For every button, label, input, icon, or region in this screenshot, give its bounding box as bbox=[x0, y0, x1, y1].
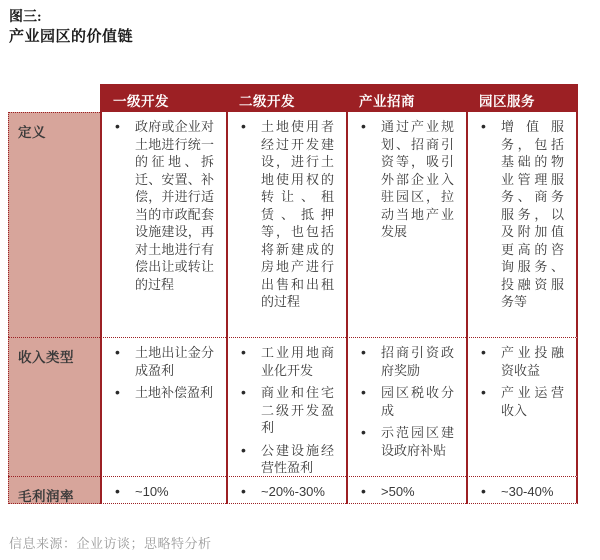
table-cell bbox=[346, 476, 466, 504]
bullet-item: • 土地补偿盈利 bbox=[102, 384, 220, 402]
value-chain-table bbox=[8, 84, 578, 504]
bullet-list bbox=[468, 344, 570, 419]
bullet-item: • 示范园区建设政府补贴 bbox=[348, 424, 460, 459]
figure-header bbox=[9, 8, 133, 47]
bullet-list bbox=[228, 118, 340, 311]
bullet-item: • 工业用地商业化开发 bbox=[228, 344, 340, 379]
column-header-park-services: 园区服务 bbox=[466, 84, 578, 112]
table-cell bbox=[100, 112, 226, 337]
bullet-item: • 招商引资政府奖励 bbox=[348, 344, 460, 379]
table-corner-spacer bbox=[8, 84, 100, 112]
bullet-list bbox=[348, 118, 460, 241]
row-label: 收入类型 bbox=[8, 337, 100, 476]
bullet-item: • 土地使用者经过开发建设，进行土地使用权的转让、租赁、抵押等，也包括将新建成的房地产进行出售和出租的过程 bbox=[228, 118, 340, 311]
column-header-primary-development: 一级开发 bbox=[100, 84, 226, 112]
bullet-list bbox=[102, 344, 220, 402]
bullet-list bbox=[468, 118, 570, 311]
table-cell bbox=[100, 476, 226, 504]
bullet-list bbox=[348, 483, 460, 501]
bullet-item: • 园区税收分成 bbox=[348, 384, 460, 419]
table-cell bbox=[466, 112, 578, 337]
bullet-item: • 通过产业规划、招商引资等，吸引外部企业入驻园区，拉动当地产业发展 bbox=[348, 118, 460, 241]
column-header-industry-attraction: 产业招商 bbox=[346, 84, 466, 112]
column-header-secondary-development: 二级开发 bbox=[226, 84, 346, 112]
bullet-list bbox=[228, 344, 340, 476]
bullet-item: • >50% bbox=[348, 483, 460, 501]
table-cell bbox=[226, 337, 346, 476]
table-cell bbox=[226, 112, 346, 337]
bullet-list bbox=[468, 483, 570, 501]
bullet-list bbox=[102, 483, 220, 501]
source-note: 信息来源：企业访谈；思略特分析 bbox=[9, 536, 212, 551]
bullet-item: • 公建设施经营性盈利 bbox=[228, 442, 340, 477]
bullet-item: • ~10% bbox=[102, 483, 220, 501]
table-cell bbox=[466, 337, 578, 476]
row-label: 毛利润率 bbox=[8, 476, 100, 504]
bullet-item: • 土地出让金分成盈利 bbox=[102, 344, 220, 379]
table-cell bbox=[466, 476, 578, 504]
bullet-item: • ~20%-30% bbox=[228, 483, 340, 501]
bullet-item: • 增值服务，包括基础的物业管理服务、商务服务，以及附加值更高的咨询服务、投融资服务等 bbox=[468, 118, 570, 311]
row-label: 定义 bbox=[8, 112, 100, 337]
bullet-list bbox=[348, 344, 460, 459]
figure-label: 图三: bbox=[9, 10, 42, 25]
bullet-list bbox=[228, 483, 340, 501]
bullet-item: • 产业投融资收益 bbox=[468, 344, 570, 379]
figure-title: 产业园区的价值链 bbox=[9, 29, 134, 45]
table-cell bbox=[100, 337, 226, 476]
bullet-item: • 政府或企业对土地进行统一的征地、拆迁、安置、补偿，并进行适当的市政配套设施建设，再对土地进行有偿出让或转让的过程 bbox=[102, 118, 220, 293]
table-cell bbox=[226, 476, 346, 504]
table-cell bbox=[346, 112, 466, 337]
table-cell bbox=[346, 337, 466, 476]
bullet-item: • 商业和住宅二级开发盈利 bbox=[228, 384, 340, 437]
bullet-list bbox=[102, 118, 220, 293]
bullet-item: • ~30-40% bbox=[468, 483, 570, 501]
bullet-item: • 产业运营收入 bbox=[468, 384, 570, 419]
